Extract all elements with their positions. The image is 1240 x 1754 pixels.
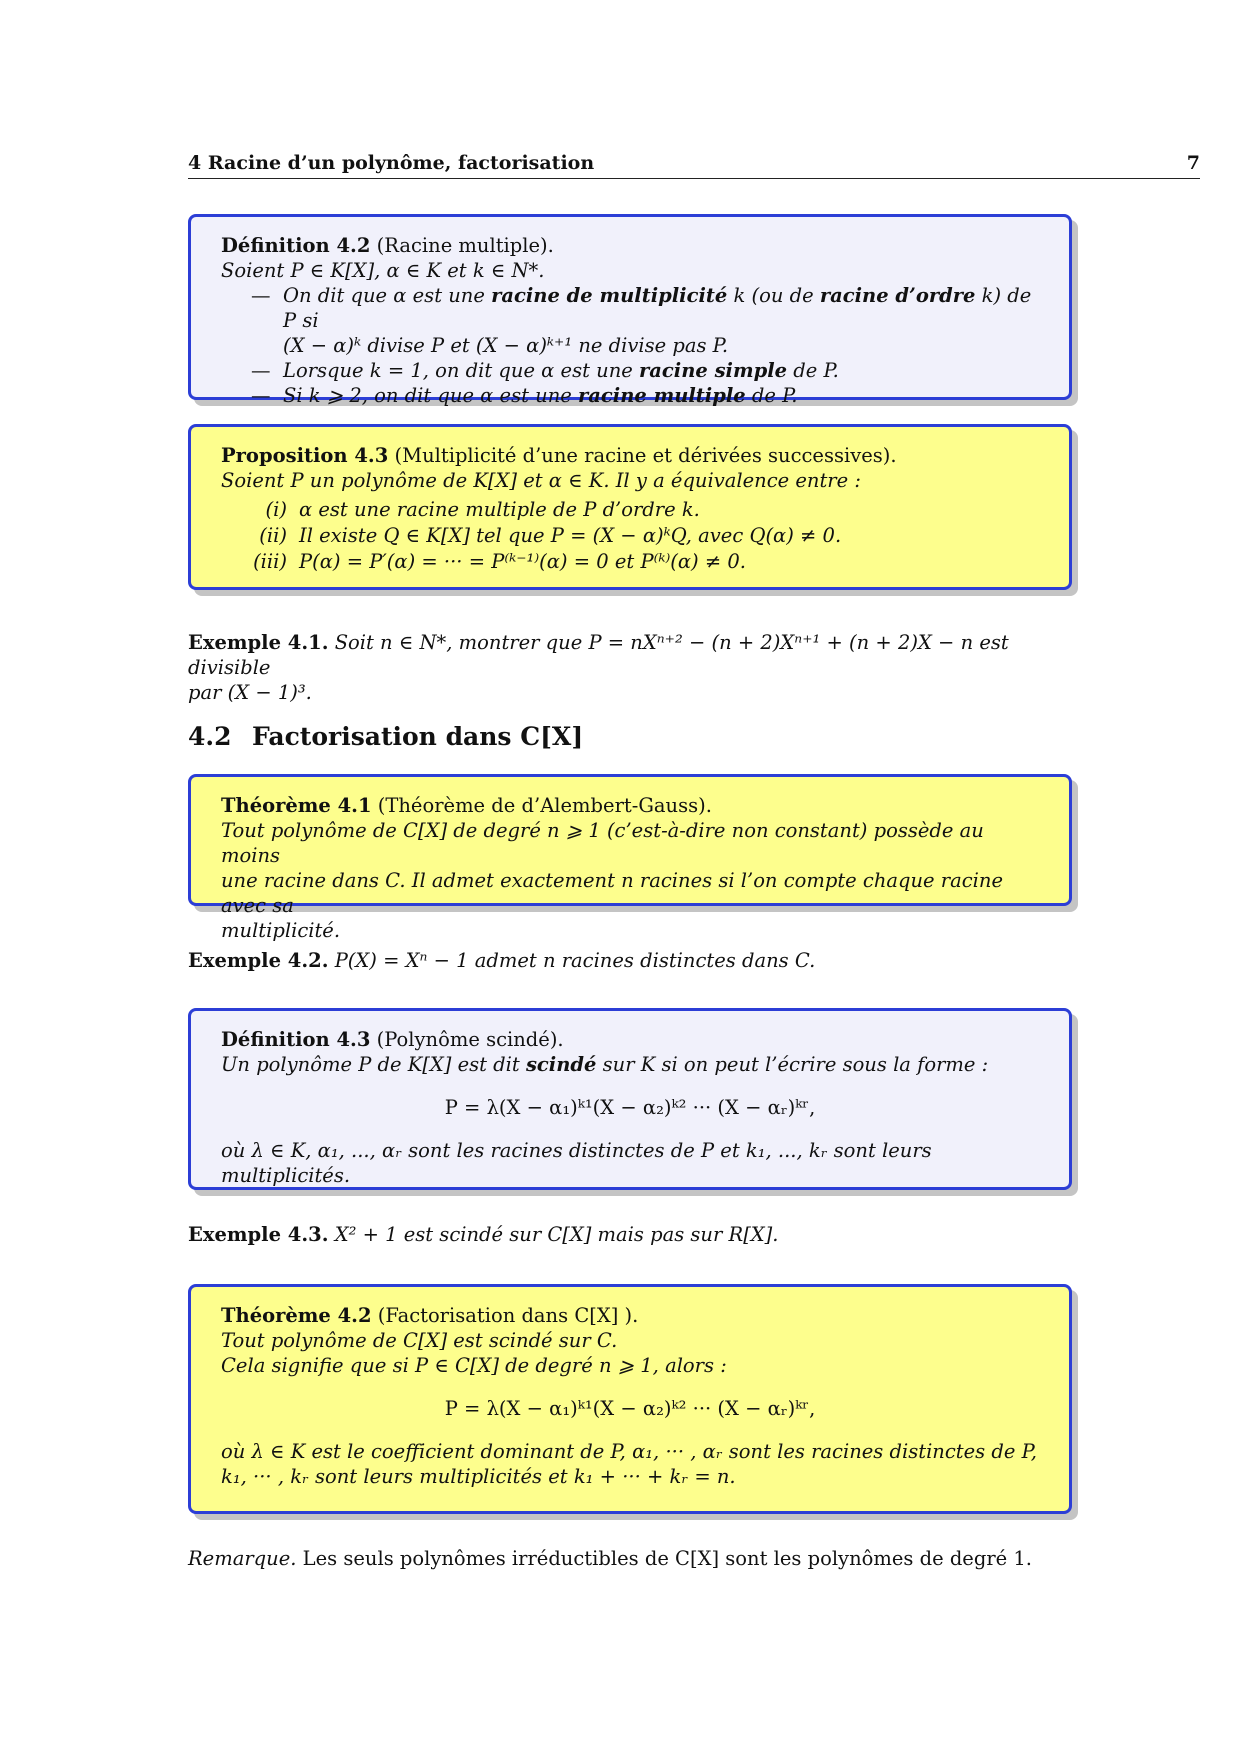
- section-number: 4.2: [188, 722, 232, 751]
- proposition-item: (iii) P(α) = P′(α) = ··· = P⁽ᵏ⁻¹⁾(α) = 0 et P⁽ᵏ⁾(α) ≠ 0.: [221, 549, 1039, 575]
- definition-item: — Lorsque k = 1, on dit que α est une racine simple de P.: [251, 359, 839, 382]
- theorem-4-1-box: [188, 774, 1072, 942]
- dash-bullet: —: [251, 359, 271, 382]
- proposition-items: [221, 497, 1039, 575]
- theorem-4-1-heading: [221, 793, 1039, 818]
- section-title: Factorisation dans C[X]: [252, 722, 584, 751]
- item-number: (i): [265, 498, 287, 521]
- proposition-4-3-box: [188, 424, 1072, 590]
- running-header: [188, 150, 1200, 179]
- definition-label: Définition 4.2: [221, 234, 371, 257]
- example-4-1: [188, 630, 1072, 705]
- display-formula: P = λ(X − α₁)ᵏ¹(X − α₂)ᵏ² ··· (X − αᵣ)ᵏʳ,: [444, 1397, 816, 1420]
- example-text-continued: par (X − 1)³.: [188, 681, 312, 704]
- theorem-4-2-box: [188, 1284, 1072, 1514]
- proposition-item: (i) α est une racine multiple de P d’ordre k.: [221, 497, 1039, 523]
- definition-4-2-box: [188, 214, 1072, 407]
- theorem-name: (Factorisation dans C[X] ).: [377, 1304, 639, 1327]
- theorem-line: multiplicité.: [221, 919, 341, 942]
- theorem-outro: où λ ∈ K est le coefficient dominant de P, α₁, ··· , αᵣ sont les racines distinctes de P,: [221, 1440, 1037, 1463]
- chapter-title: 4 Racine d’un polynôme, factorisation: [188, 152, 595, 174]
- proposition-4-3-heading: [221, 443, 1039, 468]
- item-number: (iii): [253, 550, 287, 573]
- proposition-label: Proposition 4.3: [221, 444, 389, 467]
- example-label: Exemple 4.2.: [188, 949, 329, 972]
- definition-name: (Polynôme scindé).: [376, 1028, 564, 1051]
- dash-bullet: —: [251, 384, 271, 407]
- definition-intro: Un polynôme P de K[X] est dit scindé sur K si on peut l’écrire sous la forme :: [221, 1053, 989, 1076]
- definition-outro: où λ ∈ K, α₁, ..., αᵣ sont les racines distinctes de P et k₁, ..., kᵣ sont leurs multiplicités.: [221, 1139, 932, 1187]
- proposition-item: (ii) Il existe Q ∈ K[X] tel que P = (X − α)ᵏQ, avec Q(α) ≠ 0.: [221, 523, 1039, 549]
- dash-bullet: —: [251, 284, 271, 307]
- example-text: Soit n ∈ N*, montrer que P = nXⁿ⁺² − (n + 2)Xⁿ⁺¹ + (n + 2)X − n est divisible: [188, 631, 1009, 679]
- remark: [188, 1546, 1072, 1571]
- definition-4-3-heading: [221, 1027, 1039, 1052]
- example-text: X² + 1 est scindé sur C[X] mais pas sur R[X].: [334, 1223, 779, 1246]
- theorem-line: Tout polynôme de C[X] est scindé sur C.: [221, 1329, 618, 1352]
- remark-text: Les seuls polynômes irréductibles de C[X] sont les polynômes de degré 1.: [302, 1547, 1032, 1570]
- definition-4-3-box: [188, 1008, 1072, 1190]
- proposition-intro: Soient P un polynôme de K[X] et α ∈ K. Il y a équivalence entre :: [221, 469, 861, 492]
- example-label: Exemple 4.1.: [188, 631, 329, 654]
- remark-label: Remarque.: [188, 1547, 297, 1570]
- example-4-3: [188, 1222, 1072, 1247]
- example-4-2: [188, 948, 1072, 973]
- definition-name: (Racine multiple).: [376, 234, 554, 257]
- example-text: P(X) = Xⁿ − 1 admet n racines distinctes dans C.: [334, 949, 816, 972]
- definition-4-2-heading: [221, 233, 1039, 258]
- definition-item: — Si k ⩾ 2, on dit que α est une racine multiple de P.: [251, 384, 798, 407]
- theorem-line: Tout polynôme de C[X] de degré n ⩾ 1 (c’est-à-dire non constant) possède au moins: [221, 819, 984, 867]
- proposition-name: (Multiplicité d’une racine et dérivées successives).: [394, 444, 897, 467]
- theorem-name: (Théorème de d’Alembert-Gauss).: [377, 794, 712, 817]
- display-formula: P = λ(X − α₁)ᵏ¹(X − α₂)ᵏ² ··· (X − αᵣ)ᵏʳ,: [444, 1096, 816, 1119]
- item-number: (ii): [259, 524, 287, 547]
- page-number: 7: [1186, 152, 1200, 174]
- theorem-outro: k₁, ··· , kᵣ sont leurs multiplicités et k₁ + ··· + kᵣ = n.: [221, 1465, 736, 1488]
- theorem-label: Théorème 4.2: [221, 1304, 372, 1327]
- theorem-4-2-heading: [221, 1303, 1039, 1328]
- theorem-line: une racine dans C. Il admet exactement n racines si l’on compte chaque racine avec sa: [221, 869, 1003, 917]
- theorem-label: Théorème 4.1: [221, 794, 372, 817]
- example-label: Exemple 4.3.: [188, 1223, 329, 1246]
- definition-item: — On dit que α est une racine de multiplicité k (ou de racine d’ordre k) de P si (X − α)ᵏ divise P et (X − α)ᵏ⁺¹ ne divise pas P.: [251, 284, 1032, 357]
- theorem-line: Cela signifie que si P ∈ C[X] de degré n ⩾ 1, alors :: [221, 1354, 727, 1377]
- definition-intro: Soient P ∈ K[X], α ∈ K et k ∈ N*.: [221, 259, 545, 282]
- definition-items: [221, 283, 1039, 408]
- section-heading: [188, 722, 583, 751]
- definition-label: Définition 4.3: [221, 1028, 371, 1051]
